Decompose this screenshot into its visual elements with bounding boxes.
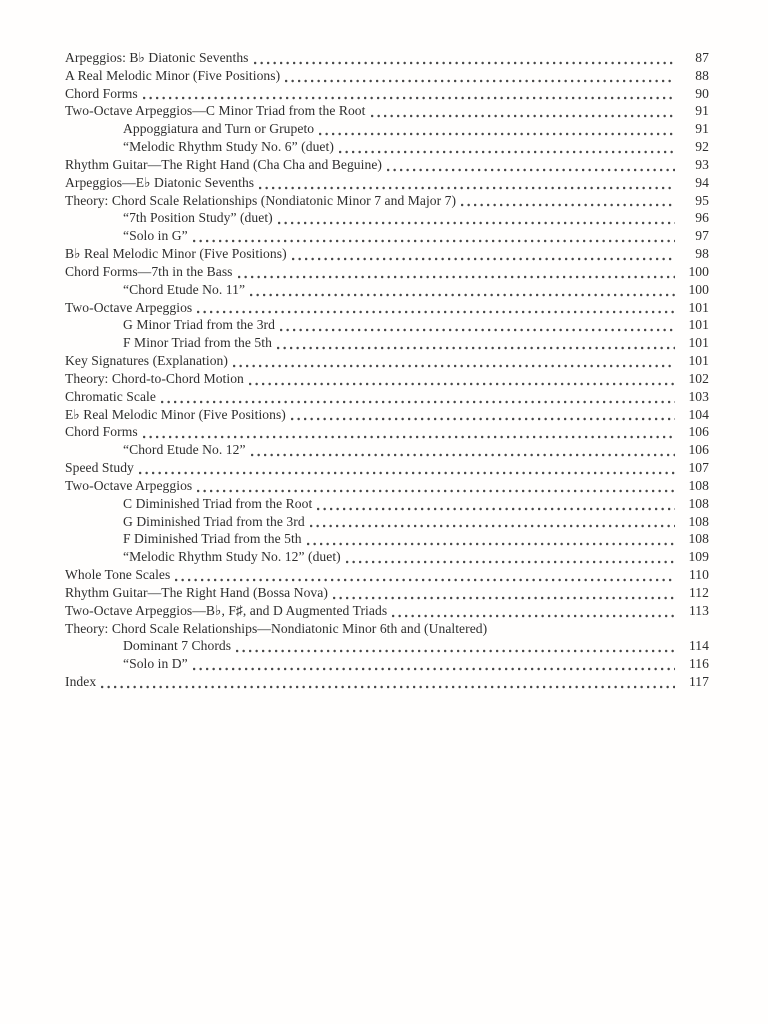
toc-entry-title: Dominant 7 Chords [123, 638, 232, 654]
toc-entry [65, 121, 709, 139]
toc-entry-title: G Minor Triad from the 3rd [123, 317, 275, 333]
dot-leader [193, 667, 675, 671]
dot-leader [339, 150, 675, 154]
dot-leader [392, 614, 675, 618]
toc-entry-title: Theory: Chord-to-Chord Motion [65, 370, 244, 386]
dot-leader [285, 79, 675, 83]
toc-entry [65, 603, 709, 621]
toc-entry-title: F Minor Triad from the 5th [123, 335, 272, 351]
dot-leader [333, 596, 675, 600]
toc-entry [65, 210, 709, 228]
toc-entry [65, 371, 709, 389]
dot-leader [291, 417, 675, 421]
toc-entry-title: Chromatic Scale [65, 388, 156, 404]
dot-leader [254, 61, 675, 65]
toc-entry-page: 92 [695, 139, 709, 155]
dot-leader [139, 471, 675, 475]
toc-entry-title: Chord Forms [65, 424, 138, 440]
toc-entry [65, 656, 709, 674]
toc-entry [65, 478, 709, 496]
toc-list [65, 50, 709, 692]
toc-entry-title: “Chord Etude No. 12” [123, 442, 246, 458]
dot-leader [197, 489, 675, 493]
toc-entry-page: 101 [688, 299, 709, 315]
dot-leader [193, 239, 675, 243]
toc-entry-page: 108 [688, 477, 709, 493]
dot-leader [319, 132, 675, 136]
dot-leader [161, 400, 675, 404]
toc-entry [65, 86, 709, 104]
toc-entry [65, 621, 709, 639]
dot-leader [143, 96, 675, 100]
dot-leader [461, 203, 675, 207]
toc-entry-page: 87 [695, 50, 709, 65]
toc-entry-title: A Real Melodic Minor (Five Positions) [65, 67, 281, 83]
toc-entry-title: Two-Octave Arpeggios—C Minor Triad from the Root [65, 103, 366, 119]
dot-leader [238, 275, 675, 279]
toc-entry-title: Arpeggios: B♭ Diatonic Sevenths [65, 50, 249, 65]
toc-entry-page: 104 [688, 406, 709, 422]
toc-entry [65, 68, 709, 86]
toc-entry-title: Chord Forms—7th in the Bass [65, 263, 233, 279]
toc-entry-page: 108 [688, 531, 709, 547]
dot-leader [317, 507, 675, 511]
dot-leader [259, 186, 675, 190]
toc-entry [65, 549, 709, 567]
dot-leader [236, 649, 675, 653]
toc-entry [65, 300, 709, 318]
toc-entry-page: 90 [695, 85, 709, 101]
toc-entry [65, 514, 709, 532]
toc-entry-title: “Chord Etude No. 11” [123, 281, 246, 297]
toc-entry-page: 106 [688, 424, 709, 440]
dot-leader [346, 560, 675, 564]
toc-entry [65, 674, 709, 692]
toc-entry-page: 106 [688, 442, 709, 458]
dot-leader [280, 328, 675, 332]
toc-entry-title: Appoggiatura and Turn or Grupeto [123, 121, 315, 137]
dot-leader [292, 257, 675, 261]
toc-entry-page: 96 [695, 210, 709, 226]
dot-leader [249, 382, 675, 386]
dot-leader [197, 310, 675, 314]
toc-entry [65, 638, 709, 656]
toc-entry [65, 139, 709, 157]
toc-entry [65, 567, 709, 585]
toc-entry-page: 114 [688, 638, 709, 654]
toc-entry-page: 95 [695, 192, 709, 208]
toc-entry-title: F Diminished Triad from the 5th [123, 531, 302, 547]
toc-entry-title: Two-Octave Arpeggios [65, 477, 193, 493]
toc-entry [65, 228, 709, 246]
toc-entry [65, 442, 709, 460]
toc-entry-page: 101 [688, 353, 709, 369]
toc-entry-page: 88 [695, 67, 709, 83]
toc-entry-page: 94 [695, 174, 709, 190]
toc-entry-title: Theory: Chord Scale Relationships—Nondiatonic Minor 6th and (Unaltered) [65, 620, 488, 636]
toc-entry-title: “Solo in D” [123, 656, 188, 672]
toc-entry-title: Chord Forms [65, 85, 138, 101]
toc-entry-title: Theory: Chord Scale Relationships (Nondiatonic Minor 7 and Major 7) [65, 192, 457, 208]
toc-entry-page: 110 [688, 567, 709, 583]
toc-entry-page: 103 [688, 388, 709, 404]
dot-leader [307, 542, 675, 546]
toc-entry [65, 424, 709, 442]
toc-entry-page: 108 [688, 495, 709, 511]
toc-entry [65, 193, 709, 211]
toc-entry-title: Two-Octave Arpeggios—B♭, F♯, and D Augmented Triads [65, 602, 388, 618]
dot-leader [251, 453, 675, 457]
toc-entry [65, 407, 709, 425]
toc-entry [65, 246, 709, 264]
toc-entry [65, 264, 709, 282]
toc-entry-title: Two-Octave Arpeggios [65, 299, 193, 315]
toc-entry-page: 93 [695, 156, 709, 172]
toc-entry-title: B♭ Real Melodic Minor (Five Positions) [65, 246, 287, 262]
toc-entry-title: Rhythm Guitar—The Right Hand (Bossa Nova) [65, 584, 328, 600]
toc-entry-page: 100 [688, 281, 709, 297]
toc-entry-title: G Diminished Triad from the 3rd [123, 513, 305, 529]
dot-leader [371, 114, 676, 118]
toc-entry-page: 113 [688, 602, 709, 618]
toc-entry-page: 91 [695, 103, 709, 119]
dot-leader [250, 293, 675, 297]
toc-entry [65, 389, 709, 407]
toc-entry-page: 91 [695, 121, 709, 137]
toc-entry [65, 282, 709, 300]
toc-entry [65, 353, 709, 371]
toc-entry-page: 102 [688, 370, 709, 386]
toc-entry-title: Key Signatures (Explanation) [65, 353, 228, 369]
toc-entry-page: 116 [688, 656, 709, 672]
dot-leader [310, 524, 675, 528]
toc-entry-title: “Melodic Rhythm Study No. 12” (duet) [123, 549, 341, 565]
toc-entry-page: 117 [688, 673, 709, 689]
toc-entry-page: 97 [695, 228, 709, 244]
toc-entry-title: Index [65, 673, 97, 689]
toc-entry [65, 460, 709, 478]
toc-entry-title: Speed Study [65, 460, 134, 476]
dot-leader [233, 364, 675, 368]
dot-leader [387, 168, 675, 172]
toc-entry-title: “7th Position Study” (duet) [123, 210, 273, 226]
toc-entry-page: 101 [688, 335, 709, 351]
dot-leader [277, 346, 675, 350]
toc-entry [65, 103, 709, 121]
toc-entry-title: “Melodic Rhythm Study No. 6” (duet) [123, 139, 334, 155]
dot-leader [175, 578, 675, 582]
toc-entry [65, 531, 709, 549]
toc-entry-title: C Diminished Triad from the Root [123, 495, 313, 511]
dot-leader [101, 685, 675, 689]
toc-entry [65, 496, 709, 514]
toc-entry-title: Whole Tone Scales [65, 567, 171, 583]
toc-entry-page: 98 [695, 246, 709, 262]
toc-entry-page: 107 [688, 460, 709, 476]
toc-entry [65, 585, 709, 603]
toc-entry-page: 101 [688, 317, 709, 333]
toc-entry [65, 50, 709, 68]
dot-leader [143, 435, 675, 439]
toc-entry-page: 109 [688, 549, 709, 565]
toc-entry [65, 335, 709, 353]
toc-entry [65, 317, 709, 335]
dot-leader [278, 221, 675, 225]
toc-entry-title: Arpeggios—E♭ Diatonic Sevenths [65, 174, 255, 190]
toc-entry-title: “Solo in G” [123, 228, 188, 244]
toc-entry-page: 108 [688, 513, 709, 529]
toc-entry-page: 100 [688, 263, 709, 279]
toc-entry-page: 112 [688, 584, 709, 600]
toc-entry-title: E♭ Real Melodic Minor (Five Positions) [65, 406, 286, 422]
toc-entry [65, 157, 709, 175]
toc-entry [65, 175, 709, 193]
toc-entry-title: Rhythm Guitar—The Right Hand (Cha Cha and Beguine) [65, 156, 382, 172]
